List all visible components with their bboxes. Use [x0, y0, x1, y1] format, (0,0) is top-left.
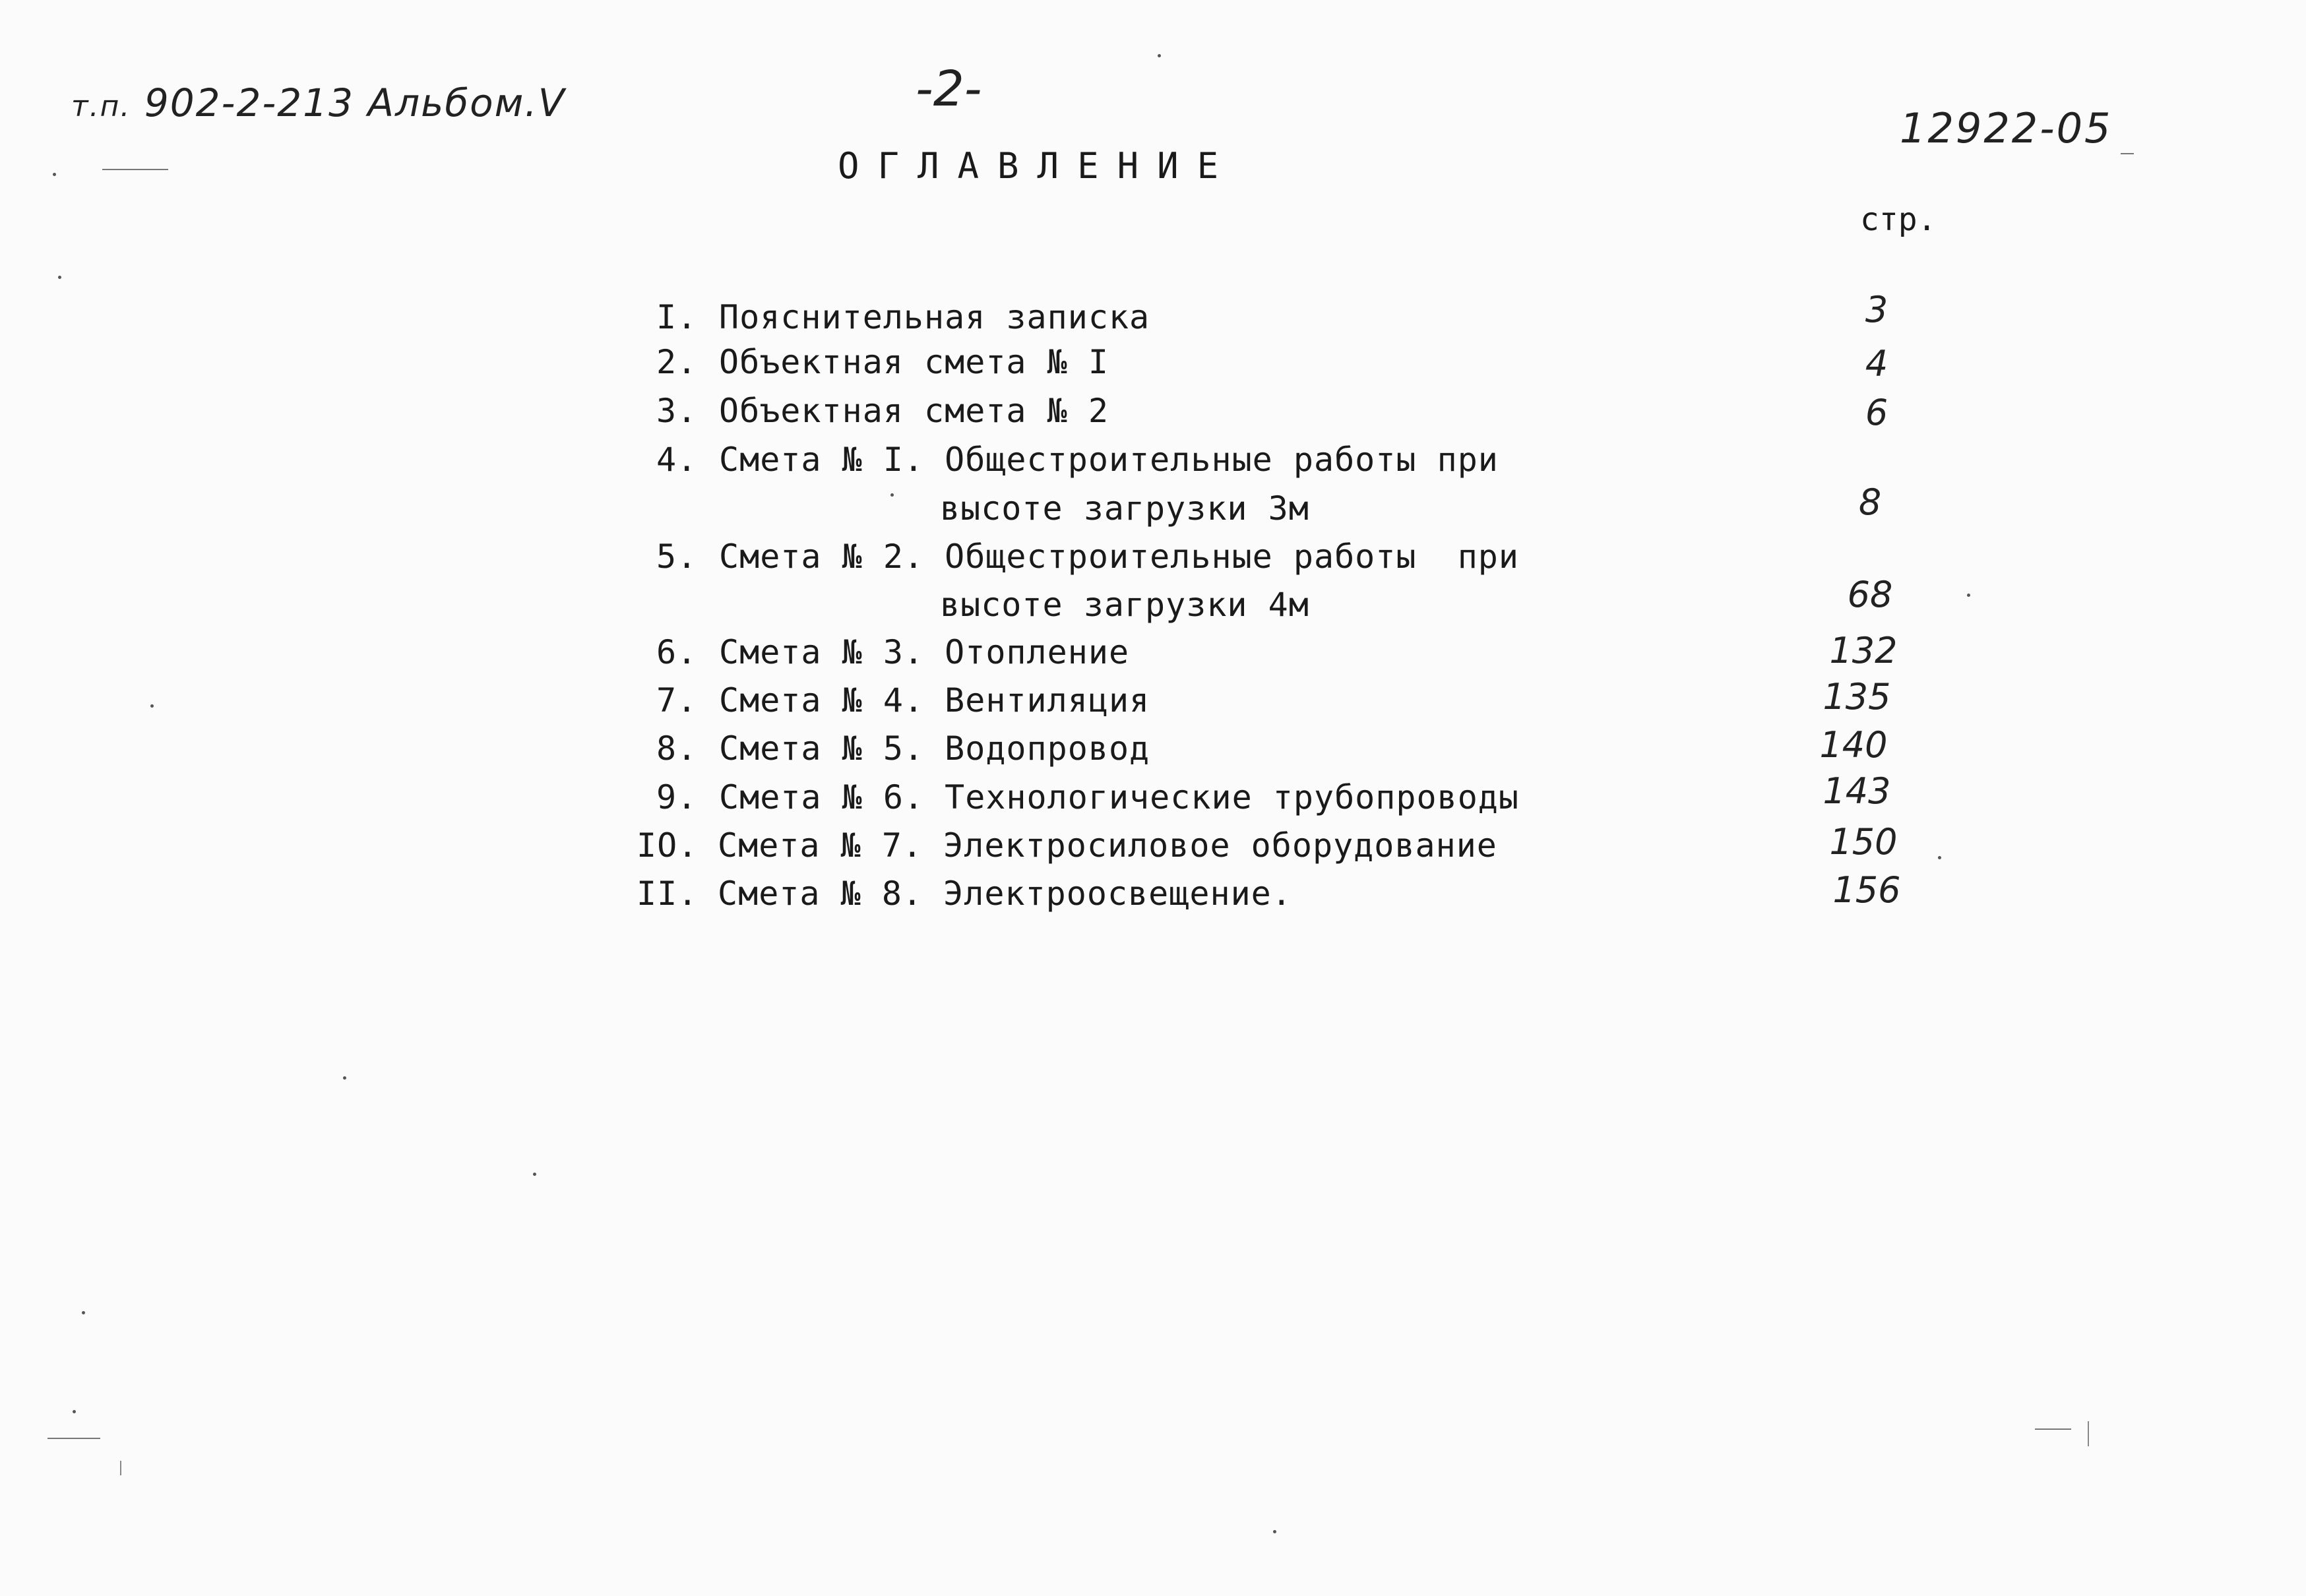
scan-speck — [53, 173, 56, 176]
toc-entry-page: 6 — [1865, 392, 1888, 433]
scan-speck — [343, 1076, 346, 1080]
toc-entry-number: II. — [637, 875, 699, 913]
toc-entry-text: Смета № 6. Технологические трубопроводы — [719, 778, 1519, 816]
toc-entry-text: Смета № I. Общестроительные работы при — [719, 441, 1499, 479]
scan-mark — [47, 1438, 100, 1439]
toc-entry-page: 4 — [1865, 343, 1888, 384]
toc-entry-number: 3. — [656, 392, 698, 430]
toc-entry-text: Смета № 3. Отопление — [719, 633, 1130, 671]
toc-entry-number: 2. — [656, 343, 698, 381]
toc-entry-number: 7. — [656, 681, 698, 720]
scan-speck — [1273, 1530, 1276, 1533]
toc-entry-number: I. — [656, 298, 698, 336]
scan-speck — [82, 1311, 85, 1314]
scan-mark — [2035, 1428, 2071, 1430]
scan-speck — [150, 704, 154, 708]
toc-entry-text-continued: высоте загрузки 3м — [940, 489, 1309, 528]
page-number: -2- — [916, 61, 982, 117]
scan-mark — [120, 1461, 121, 1475]
scan-mark — [2088, 1421, 2089, 1446]
toc-entry-number: IO. — [637, 826, 699, 865]
toc-entry-text: Смета № 2. Общестроительные работы при — [719, 537, 1519, 576]
pages-column-header: стр. — [1860, 201, 1937, 238]
project-reference-main: 902-2-213 Альбом.V — [144, 80, 566, 125]
toc-entry-text-continued: высоте загрузки 4м — [940, 586, 1309, 624]
scan-speck — [533, 1173, 536, 1176]
toc-entry-page: 8 — [1858, 481, 1882, 523]
toc-entry-page: 132 — [1829, 630, 1898, 671]
toc-entry-page: 150 — [1829, 821, 1898, 863]
scan-speck — [1967, 594, 1970, 597]
toc-entry-number: 6. — [656, 633, 698, 671]
project-reference — [71, 80, 565, 125]
toc-entry-number: 8. — [656, 729, 698, 768]
toc-entry-page: 140 — [1819, 724, 1888, 766]
toc-entry-text: Пояснительная записка — [719, 298, 1150, 336]
scan-speck — [1938, 856, 1941, 859]
toc-entry-page: 143 — [1823, 770, 1891, 812]
toc-entry-page: 3 — [1865, 289, 1888, 330]
toc-entry-text: Смета № 4. Вентиляция — [719, 681, 1150, 720]
toc-entry-page: 156 — [1832, 869, 1901, 911]
toc-entry-text: Объектная смета № 2 — [719, 392, 1109, 430]
page-title: ОГЛАВЛЕНИЕ — [838, 145, 1237, 187]
toc-entry-number: 4. — [656, 441, 698, 479]
scan-speck — [58, 276, 61, 279]
scan-speck — [890, 493, 894, 497]
scan-speck — [1158, 54, 1161, 57]
toc-entry-page: 68 — [1847, 574, 1893, 615]
toc-entry-number: 5. — [656, 537, 698, 576]
toc-entry-page: 135 — [1823, 676, 1891, 718]
toc-entry-text: Смета № 7. Электросиловое оборудование — [718, 826, 1497, 865]
scan-speck — [73, 1410, 76, 1413]
toc-entry-text: Смета № 5. Водопровод — [719, 729, 1150, 768]
scan-mark — [2121, 153, 2134, 154]
scan-mark — [102, 169, 168, 170]
toc-entry-text: Объектная смета № I — [719, 343, 1109, 381]
toc-entry-number: 9. — [656, 778, 698, 816]
document-code: 12922-05 — [1900, 104, 2113, 152]
toc-entry-text: Смета № 8. Электроосвещение. — [718, 875, 1292, 913]
project-reference-prefix: т.п. — [71, 90, 131, 123]
